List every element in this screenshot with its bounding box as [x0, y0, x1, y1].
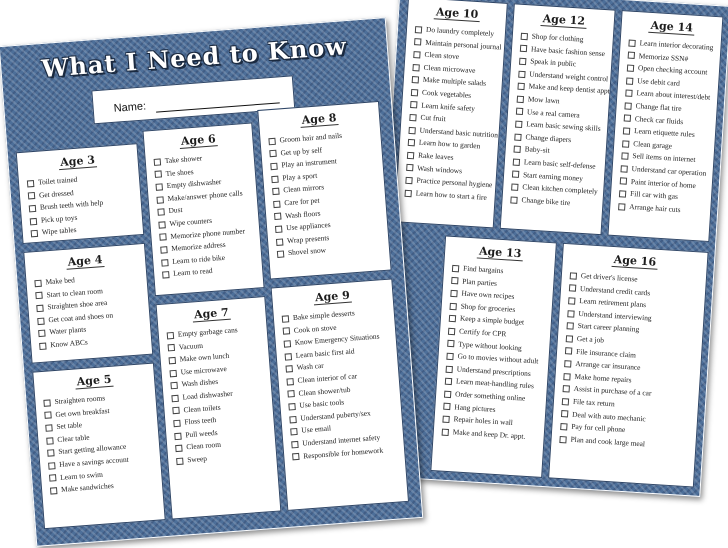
checklist-item: Arrange car insurance: [564, 357, 697, 378]
checklist-item: Change bike tire: [510, 193, 599, 211]
checklist-item: Know ABCs: [39, 332, 148, 353]
checklist-item: Vacuum: [167, 335, 264, 355]
checklist-item: Learn how to start a fire: [404, 187, 491, 205]
checklist-item: Cut fruit: [409, 111, 496, 129]
checklist-item: Change diapers: [514, 130, 603, 148]
checklist-item: Wipe counters: [158, 212, 255, 232]
checklist-item: Pull weeds: [174, 423, 271, 443]
checklist-item: Arrange hair cuts: [618, 200, 707, 218]
checklist-item: Clean kitchen completely: [511, 181, 600, 199]
checklist-item: Learn basic self-defense: [513, 155, 602, 173]
checklist-item: Use appliances: [275, 215, 384, 236]
checklist-item: Learn basic sewing skills: [515, 118, 604, 136]
checklist-item: Play a sport: [271, 165, 380, 186]
age-16-list: [551, 269, 706, 454]
checklist-item: Get a job: [566, 332, 699, 353]
checklist-item: Order something online: [444, 388, 543, 407]
checklist-sheet-back: [369, 0, 728, 497]
age-9-heading: Age 9: [272, 279, 393, 307]
checklist-item: Wash floors: [274, 203, 383, 224]
checklist-item: Paint interior of home: [620, 175, 709, 193]
checklist-item: Clear table: [46, 426, 155, 447]
checklist-item: Deal with auto mechanic: [561, 408, 694, 429]
checklist-item: Plan parties: [451, 274, 550, 293]
checklist-item: Shovel snow: [277, 240, 386, 261]
age-6-heading: Age 6: [144, 124, 253, 151]
checklist-item: Wash dishes: [170, 373, 267, 393]
checklist-item: Start earning money: [512, 168, 601, 186]
checklist-item: Clean garage: [622, 137, 711, 155]
checklist-item: Toilet trained: [27, 169, 136, 190]
checklist-item: Learn how to garden: [408, 136, 495, 154]
checklist-item: Dust: [157, 199, 254, 219]
checklist-item: Set table: [45, 414, 154, 435]
checklist-item: Use basic tools: [288, 393, 397, 414]
checklist-item: Learn to read: [162, 262, 259, 282]
age-14-heading: Age 14: [621, 11, 722, 36]
checklist-item: Understand prescriptions: [445, 362, 544, 381]
checklist-item: Learn interior decorating: [628, 37, 717, 55]
checklist-item: Make multiple salads: [411, 73, 498, 91]
checklist-item: Water plants: [38, 319, 147, 340]
age-3-card: [16, 143, 145, 244]
checklist-item: Play an instrument: [270, 152, 379, 173]
checklist-sheet-front: [0, 17, 423, 547]
checklist-item: Mow lawn: [516, 93, 605, 111]
checklist-item: Have a savings account: [48, 452, 157, 473]
age-4-list: [26, 269, 151, 353]
checklist-item: Brush teeth with help: [29, 195, 138, 216]
age-10-card: [394, 0, 508, 228]
age-6-list: [145, 148, 262, 282]
checklist-item: Baby-sit: [513, 143, 602, 161]
age-7-list: [158, 322, 276, 468]
checklist-item: Understand credit cards: [569, 282, 702, 303]
age-12-list: [502, 29, 613, 211]
checklist-item: Start to clean room: [35, 282, 144, 303]
checklist-item: Know Emergency Situations: [283, 330, 392, 351]
checklist-item: Wrap presents: [276, 228, 385, 249]
checklist-item: Memorize address: [160, 237, 257, 257]
age-13-heading: Age 13: [445, 236, 556, 262]
checklist-item: Clean mirrors: [272, 177, 381, 198]
checklist-item: Get dressed: [28, 182, 137, 203]
checklist-item: Sell items on internet: [621, 150, 710, 168]
checklist-item: Clean toilets: [172, 398, 269, 418]
checklist-item: Learn basic first aid: [284, 342, 393, 363]
age-3-list: [19, 169, 143, 241]
checklist-item: Memorize phone number: [159, 224, 256, 244]
checklist-item: Understand car operation: [620, 162, 709, 180]
checklist-item: Start getting allowance: [47, 439, 156, 460]
checklist-item: Learn to swim: [49, 464, 158, 485]
checklist-item: Understand interviewing: [567, 307, 700, 328]
age-13-list: [433, 261, 554, 444]
age-12-heading: Age 12: [514, 4, 615, 29]
checklist-item: Start career planning: [566, 320, 699, 341]
age-3-heading: Age 3: [17, 144, 138, 172]
age-12-card: [500, 3, 616, 235]
checklist-item: Clean shower/tub: [287, 380, 396, 401]
age-9-list: [274, 304, 405, 464]
checklist-item: Go to movies without adult: [446, 350, 545, 369]
checklist-item: Empty garbage cans: [166, 322, 263, 342]
age-10-list: [396, 23, 505, 205]
age-9-card: [271, 278, 409, 511]
checklist-item: Keep a simple budget: [449, 312, 548, 331]
checklist-item: Wash car: [285, 355, 394, 376]
checklist-item: Make and keep Dr. appt.: [441, 425, 540, 444]
checklist-item: Straighten shoe area: [36, 294, 145, 315]
age-13-card: [430, 235, 557, 478]
checklist-item: Assist in purchase of a car: [562, 382, 695, 403]
checklist-item: Responsible for homework: [292, 443, 401, 464]
age-4-heading: Age 4: [24, 244, 145, 272]
checklist-item: Wipe tables: [30, 220, 139, 241]
checklist-item: Have basic fashion sense: [520, 42, 609, 60]
checklist-item: Make and keep dentist appt.: [517, 80, 606, 98]
checklist-item: Get up by self: [269, 140, 378, 161]
checklist-item: Open checking account: [627, 62, 716, 80]
checklist-item: Groom hair and nails: [268, 127, 377, 148]
checklist-item: Clean microwave: [412, 61, 499, 79]
checklist-item: Make home repairs: [563, 370, 696, 391]
checklist-item: Understand weight control: [518, 67, 607, 85]
age-8-card: [257, 101, 391, 280]
checklist-item: Get own breakfast: [44, 401, 153, 422]
checklist-item: Bake simple desserts: [282, 305, 391, 326]
checklist-item: File insurance claim: [565, 345, 698, 366]
checklist-item: Get driver's license: [569, 269, 702, 290]
checklist-item: Make bed: [34, 269, 143, 290]
checklist-item: Do laundry completely: [415, 23, 502, 41]
checklist-item: Use email: [290, 418, 399, 439]
checklist-item: Take shower: [153, 149, 250, 169]
checklist-item: Learn etiquette rules: [623, 125, 712, 143]
sheet-title: What I Need to Know: [40, 31, 348, 84]
checklist-item: Find bargains: [452, 262, 551, 281]
checklist-item: Have own recipes: [450, 287, 549, 306]
checklist-item: Care for pet: [273, 190, 382, 211]
age-14-list: [610, 36, 721, 218]
checklist-item: Pay for cell phone: [560, 420, 693, 441]
age-14-card: [607, 10, 723, 242]
age-5-list: [35, 389, 162, 498]
name-label: Name:: [113, 100, 147, 115]
checklist-item: Practice personal hygiene: [405, 174, 492, 192]
age-7-heading: Age 7: [157, 297, 266, 324]
checklist-item: Pick up toys: [29, 207, 138, 228]
age-8-heading: Age 8: [258, 102, 379, 130]
age-5-card: [32, 363, 166, 530]
checklist-item: Cook vegetables: [411, 86, 498, 104]
checklist-item: Shop for clothing: [520, 30, 609, 48]
age-16-heading: Age 16: [563, 244, 708, 272]
checklist-item: Shop for groceries: [449, 300, 548, 319]
checklist-item: Learn about interest/debt: [625, 87, 714, 105]
checklist-item: Floss teeth: [173, 410, 270, 430]
checklist-item: Make/answer phone calls: [156, 186, 253, 206]
checklist-item: Understand internet safety: [291, 430, 400, 451]
age-6-card: [142, 122, 264, 296]
checklist-item: Use a real camera: [516, 105, 605, 123]
checklist-item: Straighten rooms: [43, 389, 152, 410]
checklist-item: Type without looking: [447, 337, 546, 356]
age-10-heading: Age 10: [408, 0, 507, 23]
checklist-item: Fill car with gas: [619, 187, 708, 205]
checklist-item: Change flat tire: [624, 99, 713, 117]
checklist-item: Cook on stove: [282, 317, 391, 338]
checklist-item: Load dishwasher: [171, 385, 268, 405]
checklist-item: Understand puberty/sex: [289, 405, 398, 426]
checklist-item: Make sandwiches: [50, 477, 159, 498]
checklist-item: Certify for CPR: [448, 325, 547, 344]
checklist-item: Plan and cook large meal: [559, 433, 692, 454]
checklist-item: Understand basic nutrition: [408, 124, 495, 142]
age-4-card: [23, 243, 153, 364]
checklist-item: Empty dishwasher: [155, 174, 252, 194]
checklist-item: Rake leaves: [407, 149, 494, 167]
checklist-item: Clean interior of car: [286, 367, 395, 388]
age-5-heading: Age 5: [33, 364, 154, 392]
checklist-item: Sweep: [176, 448, 273, 468]
checklist-item: Learn retirement plans: [568, 294, 701, 315]
checklist-item: Maintain personal journal: [414, 36, 501, 54]
checklist-item: Make own lunch: [168, 347, 265, 367]
checklist-item: Tie shoes: [154, 161, 251, 181]
checklist-item: Check car fluids: [623, 112, 712, 130]
checklist-item: Wash windows: [406, 161, 493, 179]
checklist-item: Repair holes in wall: [442, 413, 541, 432]
checklist-item: Use debit card: [626, 74, 715, 92]
checklist-item: Learn to ride bike: [161, 249, 258, 269]
checklist-item: Clean room: [175, 435, 272, 455]
age-8-list: [260, 127, 389, 262]
checklist-item: Clean stove: [413, 48, 500, 66]
checklist-item: Speak in public: [519, 55, 608, 73]
age-7-card: [156, 296, 282, 520]
checklist-item: Learn meat-handling rules: [445, 375, 544, 394]
checklist-item: Hang pictures: [443, 400, 542, 419]
checklist-item: Use microwave: [169, 360, 266, 380]
age-16-card: [548, 243, 709, 488]
checklist-item: Get coat and shoes on: [37, 307, 146, 328]
checklist-item: Learn knife safety: [410, 99, 497, 117]
checklist-item: File tax return: [562, 395, 695, 416]
checklist-item: Memorize SSN#: [627, 49, 716, 67]
